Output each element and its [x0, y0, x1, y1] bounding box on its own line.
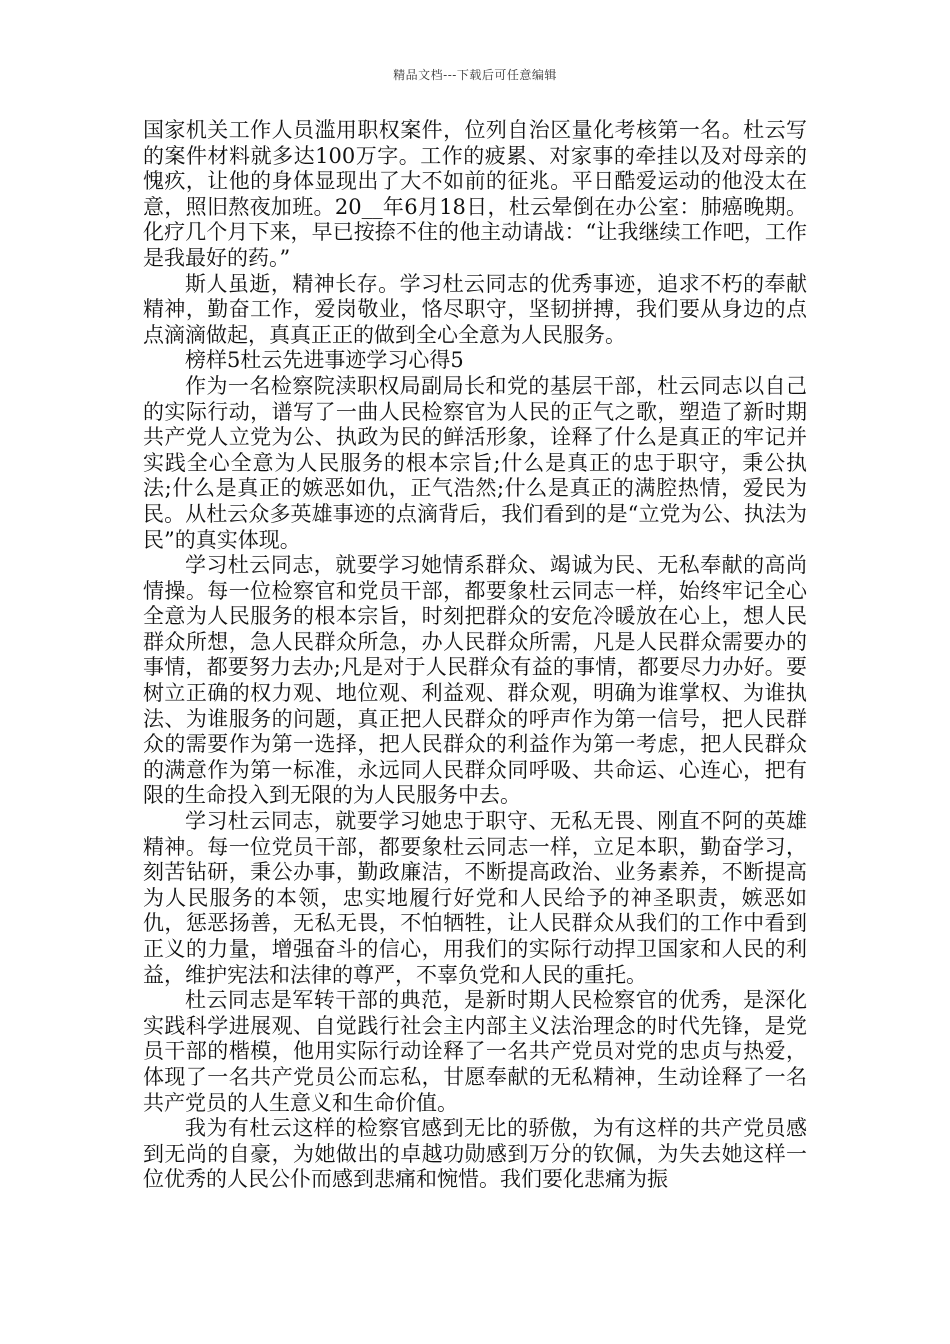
paragraph: 学习杜云同志，就要学习她忠于职守、无私无畏、刚直不阿的英雄精神。每一位党员干部，都要象杜云同志一样，立足本职，勤奋学习，刻苦钻研，秉公办事，勤政廉洁，不断提高政治、业务素养，不断提高为人民服务的本领，忠实地履行好党和人民给予的神圣职责，嫉恶如仇，惩恶扬善，无私无畏，不怕牺牲，让人民群众从我们的工作中看到正义的力量，增强奋斗的信心，用我们的实际行动捍卫国家和人民的利益，维护宪法和法律的尊严，不辜负党和人民的重托。: [143, 809, 807, 987]
paragraph: 作为一名检察院渎职权局副局长和党的基层干部，杜云同志以自己的实际行动，谱写了一曲人民检察官为人民的正气之歌，塑造了新时期共产党人立党为公、执政为民的鲜活形象，诠释了什么是真正的牢记并实践全心全意为人民服务的根本宗旨;什么是真正的忠于职守，秉公执法;什么是真正的嫉恶如仇，正气浩然;什么是真正的满腔热情，爱民为民。从杜云众多英雄事迹的点滴背后，我们看到的是“立党为公、执法为民”的真实体现。: [143, 373, 807, 552]
section-heading: 榜样5杜云先进事迹学习心得5: [185, 348, 464, 373]
page-header: 精品文档---下载后可任意编辑: [393, 68, 557, 82]
paragraph: 斯人虽逝，精神长存。学习杜云同志的优秀事迹，追求不朽的奉献精神，勤奋工作，爱岗敬业，恪尽职守，坚韧拼搏，我们要从身边的点点滴滴做起，真真正正的做到全心全意为人民服务。: [143, 271, 807, 347]
paragraph: 国家机关工作人员滥用职权案件，位列自治区量化考核第一名。杜云写的案件材料就多达100万字。工作的疲累、对家事的牵挂以及对母亲的愧疚，让他的身体显现出了大不如前的征兆。平日酷爱运动的他没太在意，照旧熬夜加班。20__年6月18日，杜云晕倒在办公室：肺癌晚期。化疗几个月下来，早已按捺不住的他主动请战：“让我继续工作吧，工作是我最好的药。”: [143, 118, 807, 270]
document-body: [143, 118, 807, 1193]
paragraph: 杜云同志是军转干部的典范，是新时期人民检察官的优秀，是深化实践科学进展观、自觉践行社会主内部主义法治理念的时代先锋，是党员干部的楷模，他用实际行动诠释了一名共产党员对党的忠贞与热爱，体现了一名共产党员公而忘私，甘愿奉献的无私精神，生动诠释了一名共产党员的人生意义和生命价值。: [143, 988, 807, 1115]
paragraph: 学习杜云同志，就要学习她情系群众、竭诚为民、无私奉献的高尚情操。每一位检察官和党员干部，都要象杜云同志一样，始终牢记全心全意为人民服务的根本宗旨，时刻把群众的安危冷暖放在心上，想人民群众所想，急人民群众所急，办人民群众所需，凡是人民群众需要办的事情，都要努力去办;凡是对于人民群众有益的事情，都要尽力办好。要树立正确的权力观、地位观、利益观、群众观，明确为谁掌权、为谁执法、为谁服务的问题，真正把人民群众的呼声作为第一信号，把人民群众的需要作为第一选择，把人民群众的利益作为第一考虑，把人民群众的满意作为第一标准，永远同人民群众同呼吸、共命运、心连心，把有限的生命投入到无限的为人民服务中去。: [143, 553, 807, 808]
paragraph: 我为有杜云这样的检察官感到无比的骄傲，为有这样的共产党员感到无尚的自豪，为她做出的卓越功勋感到万分的钦佩，为失去她这样一位优秀的人民公仆而感到悲痛和惋惜。我们要化悲痛为振: [143, 1116, 807, 1192]
